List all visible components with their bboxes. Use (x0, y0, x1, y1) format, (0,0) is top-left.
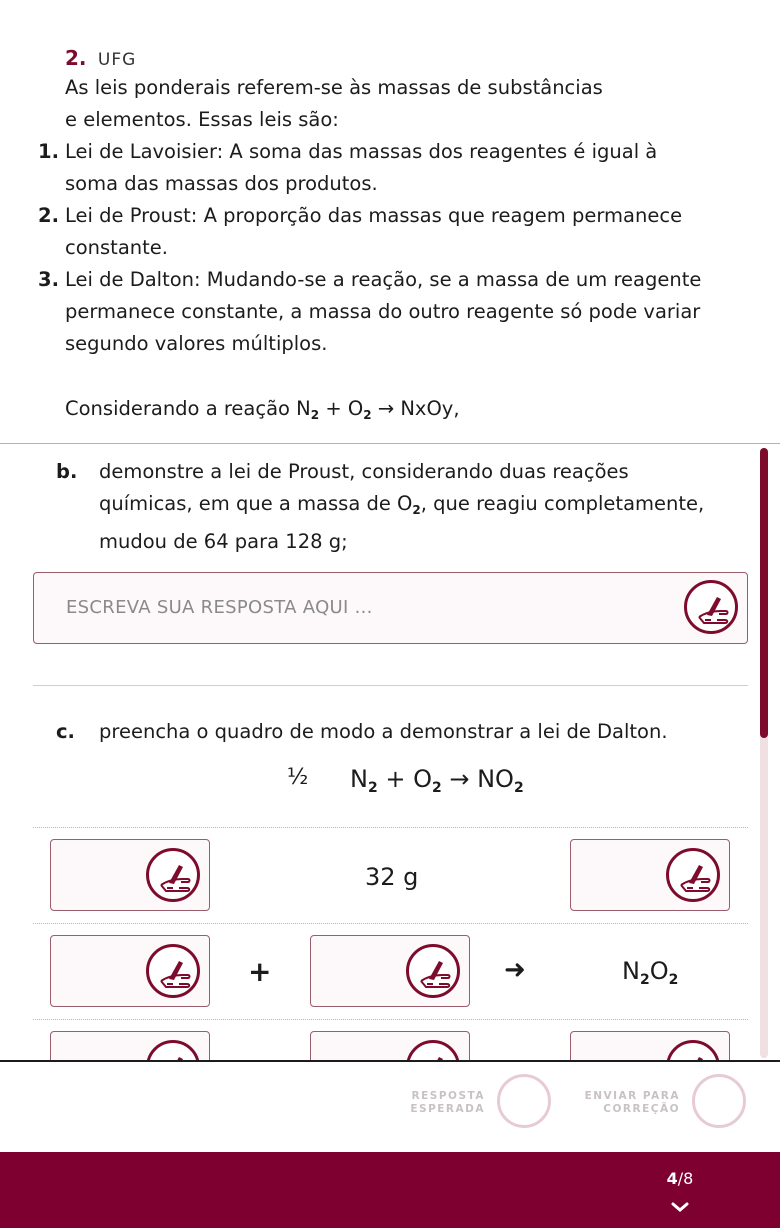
table-input-r1c1[interactable] (50, 839, 210, 911)
chevron-down-icon[interactable] (671, 1202, 689, 1212)
item-c (56, 716, 726, 748)
table-rule (33, 827, 748, 828)
law-line: segundo valores múltiplos. (65, 332, 328, 355)
pen-button[interactable] (146, 1040, 200, 1060)
consider-text: + O (319, 397, 364, 420)
pen-hand-icon (157, 1053, 193, 1060)
label-line: CORREÇÃO (603, 1103, 680, 1115)
eq-text: N (350, 765, 368, 793)
law-number: 2. (38, 204, 59, 227)
eq-text: O (649, 957, 669, 985)
expected-answer-button[interactable] (497, 1074, 551, 1128)
item-line: demonstre a lei de Proust, considerando duas reações (99, 460, 629, 483)
subscript: 2 (513, 780, 524, 796)
label-line: RESPOSTA (411, 1090, 485, 1102)
pen-button[interactable] (146, 944, 200, 998)
table-input-r3c1[interactable] (50, 1031, 210, 1060)
pen-button[interactable] (406, 1040, 460, 1060)
table-input-r3c3[interactable] (570, 1031, 730, 1060)
page-indicator: 4/8 (666, 1169, 694, 1188)
table-input-r2c1[interactable] (50, 935, 210, 1007)
law-line: permanece constante, a massa do outro reagente só pode variar (65, 300, 701, 323)
pen-hand-icon (157, 861, 193, 895)
pen-hand-icon (417, 1053, 453, 1060)
question-header (65, 46, 136, 70)
arrow-icon: ➜ (504, 955, 526, 985)
eq-text: N (622, 957, 640, 985)
page-current: 4 (666, 1169, 678, 1188)
law-dalton (38, 264, 738, 360)
pen-hand-icon (677, 1053, 713, 1060)
send-correction-button[interactable] (692, 1074, 746, 1128)
answer-field-b[interactable] (33, 572, 748, 644)
scrollbar-thumb[interactable] (760, 448, 768, 738)
pen-hand-icon (695, 593, 731, 627)
intro-line: e elementos. Essas leis são: (65, 108, 339, 131)
subscript: 2 (363, 408, 372, 422)
subscript: 2 (412, 503, 421, 517)
law-line: soma das massas dos produtos. (65, 172, 378, 195)
table-value-32g: 32 g (365, 863, 419, 891)
law-lavoisier (38, 136, 738, 200)
subscript: 2 (668, 972, 679, 988)
law-proust (38, 200, 738, 264)
pen-button[interactable] (666, 1040, 720, 1060)
law-line: Lei de Dalton: Mudando-se a reação, se a massa de um reagente (65, 268, 702, 291)
item-letter: c. (56, 720, 75, 743)
scroll-area[interactable] (0, 445, 780, 1060)
table-product (622, 957, 678, 988)
equation-coefficient: ½ (287, 765, 309, 790)
divider (33, 685, 748, 686)
subscript: 2 (310, 408, 320, 422)
label-line: ENVIAR PARA (584, 1090, 680, 1102)
law-line: Lei de Proust: A proporção das massas que reagem permanece (65, 204, 683, 227)
pen-button[interactable] (666, 848, 720, 902)
law-line: constante. (65, 236, 168, 259)
law-number: 3. (38, 268, 59, 291)
table-input-r1c3[interactable] (570, 839, 730, 911)
consider-text: → NxOy, (371, 397, 460, 420)
item-b (56, 456, 726, 558)
question-source: UFG (97, 50, 137, 70)
subscript: 2 (367, 780, 378, 796)
eq-text: → NO (441, 765, 514, 793)
item-line: mudou de 64 para 128 g; (99, 530, 348, 553)
pen-hand-icon (417, 957, 453, 991)
bottom-bar (0, 1152, 780, 1228)
plus-sign: + (248, 955, 272, 988)
pen-button[interactable] (406, 944, 460, 998)
page-total: 8 (683, 1169, 694, 1188)
table-rule (33, 923, 748, 924)
table-input-r2c2[interactable] (310, 935, 470, 1007)
table-rule (33, 1019, 748, 1020)
consider-reaction (65, 393, 460, 431)
subscript: 2 (639, 972, 650, 988)
intro-text (65, 72, 603, 136)
send-correction-label (580, 1090, 680, 1116)
item-line: químicas, em que a massa de O (99, 492, 413, 515)
intro-line: As leis ponderais referem-se às massas de substâncias (65, 76, 603, 99)
pen-button[interactable] (146, 848, 200, 902)
eq-text: + O (377, 765, 432, 793)
question-number: 2. (65, 46, 87, 70)
item-letter: b. (56, 460, 78, 483)
item-line: , que reagiu completamente, (420, 492, 705, 515)
question-content (0, 0, 780, 445)
pen-hand-icon (157, 957, 193, 991)
divider (0, 443, 780, 444)
label-line: ESPERADA (410, 1103, 485, 1115)
answer-placeholder: ESCREVA SUA RESPOSTA AQUI ... (66, 597, 373, 618)
footer-divider (0, 1060, 780, 1062)
subscript: 2 (431, 780, 442, 796)
table-input-r3c2[interactable] (310, 1031, 470, 1060)
pen-hand-icon (677, 861, 713, 895)
item-line: preencha o quadro de modo a demonstrar a lei de Dalton. (99, 720, 668, 743)
pen-button[interactable] (684, 580, 738, 634)
expected-answer-label (400, 1090, 485, 1116)
law-line: Lei de Lavoisier: A soma das massas dos reagentes é igual à (65, 140, 658, 163)
law-number: 1. (38, 140, 59, 163)
consider-text: Considerando a reação N (65, 397, 311, 420)
